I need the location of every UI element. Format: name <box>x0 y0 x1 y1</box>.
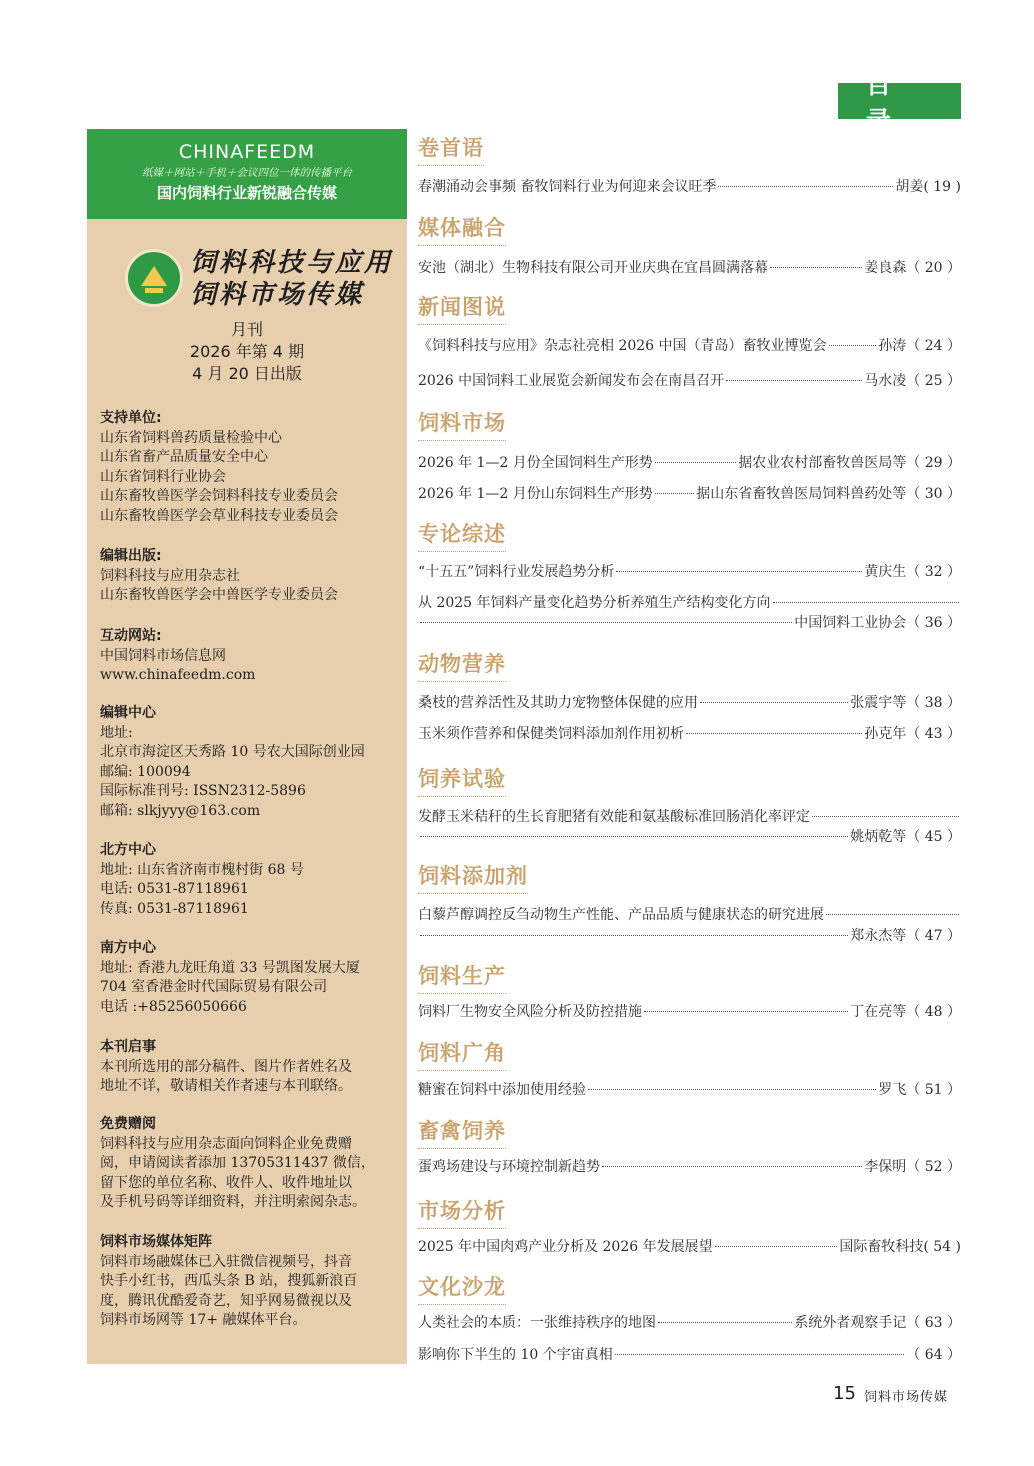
publisher-info <box>100 547 400 606</box>
info-line: 山东畜牧兽医学会饲料科技专业委员会 <box>100 488 338 505</box>
toc-entry-author: 系统外者观察手记（ 63 ） <box>794 1315 961 1331</box>
logo-line-1: 饲料科技与应用 <box>190 248 394 278</box>
toc-entry-title: “十五五”饲料行业发展趋势分析 <box>418 564 615 580</box>
info-heading: 饲料市场媒体矩阵 <box>100 1234 212 1250</box>
info-heading: 编辑出版: <box>100 548 162 564</box>
info-line: 及手机号码等详细资料，并注明索阅杂志。 <box>100 1194 366 1211</box>
toc-entry-author: 胡姜( 19 ) <box>895 179 961 195</box>
section-title: 媒体融合 <box>418 212 506 246</box>
footer-publication-name: 饲料市场传媒 <box>864 1390 949 1405</box>
info-line: 邮箱: slkjyyy@163.com <box>100 802 261 819</box>
leader-dots <box>644 1011 848 1012</box>
info-line: 阅，申请阅读者添加 13705311437 微信， <box>100 1155 375 1172</box>
section-title: 饲养试验 <box>418 763 506 797</box>
leader-dots <box>718 186 893 187</box>
notice <box>100 1038 400 1097</box>
info-line: 饲料市场融媒体已入驻微信视频号，抖音 <box>100 1253 352 1270</box>
brand-slogan: 纸媒＋网站＋手机＋会议四位一体的传播平台 <box>142 167 352 179</box>
toc-entry-author: 中国饲料工业协会（ 36 ） <box>794 615 961 631</box>
section-title: 市场分析 <box>418 1195 506 1229</box>
info-line: 中国饲料市场信息网 <box>100 647 226 664</box>
info-line: 山东畜牧兽医学会草业科技专业委员会 <box>100 507 338 524</box>
toc-entry[interactable] <box>418 1346 961 1364</box>
magazine-seal-icon <box>125 249 183 307</box>
toc-entry[interactable] <box>418 808 961 826</box>
info-line: 本刊所选用的部分稿件、图片作者姓名及 <box>100 1058 352 1075</box>
toc-entry[interactable] <box>418 337 961 355</box>
toc-entry-title: 2026 年 1—2 月份山东饲料生产形势 <box>418 486 653 502</box>
issue-info <box>87 319 407 385</box>
info-line: 度，腾讯优酷爱奇艺，知乎网易微视以及 <box>100 1292 352 1309</box>
section-title: 文化沙龙 <box>418 1271 506 1305</box>
toc-entry-author: 据山东省畜牧兽医局饲料兽药处等（ 30 ） <box>696 486 961 502</box>
toc-entry-title: 春潮涌动会事频 畜牧饲料行业为何迎来会议旺季 <box>418 179 717 195</box>
issue-date: 4 月 20 日出版 <box>192 364 302 383</box>
masthead-column <box>87 129 407 1364</box>
leader-dots <box>658 1322 792 1323</box>
info-line: www.chinafeedm.com <box>100 667 256 684</box>
leader-dots <box>773 602 959 603</box>
brand-band <box>87 129 407 219</box>
toc-entry-author: 孙涛（ 24 ） <box>878 338 961 354</box>
support-units <box>100 409 400 527</box>
info-line: 山东省畜产品质量安全中心 <box>100 449 268 466</box>
section-title: 动物营养 <box>418 648 506 682</box>
info-line: 山东畜牧兽医学会中兽医学专业委员会 <box>100 587 338 604</box>
toc-entry-author: 丁在亮等（ 48 ） <box>850 1004 961 1020</box>
leader-dots <box>615 1354 905 1355</box>
toc-entry-title: 安池（湖北）生物科技有限公司开业庆典在宜昌圆满落幕 <box>418 260 768 276</box>
toc-entry-author: 姜良森（ 20 ） <box>864 260 961 276</box>
leader-dots <box>602 1166 862 1167</box>
toc-entry-title: 《饲料科技与应用》杂志社亮相 2026 中国（青岛）畜牧业博览会 <box>418 338 827 354</box>
leader-dots <box>715 1246 838 1247</box>
page-number: 15 <box>833 1383 856 1404</box>
toc-entry[interactable] <box>418 725 961 743</box>
leader-dots <box>588 1089 876 1090</box>
toc-entry-continuation <box>418 927 961 945</box>
info-line: 饲料科技与应用杂志面向饲料企业免费赠 <box>100 1135 352 1152</box>
leader-dots <box>770 267 862 268</box>
section-title: 饲料添加剂 <box>418 860 528 894</box>
leader-dots <box>726 380 862 381</box>
leader-dots <box>420 622 792 623</box>
toc-entry[interactable] <box>418 1158 961 1176</box>
toc-entry-author: 孙克年（ 43 ） <box>864 726 961 742</box>
toc-entry-title: 饲料厂生物安全风险分析及防控措施 <box>418 1004 642 1020</box>
brand-tagline: 国内饲料行业新锐融合传媒 <box>156 184 337 202</box>
toc-entry-title: 影响你下半生的 10 个宇宙真相 <box>418 1347 613 1363</box>
toc-entry[interactable] <box>418 372 961 390</box>
leader-dots <box>420 836 848 837</box>
leader-dots <box>829 345 877 346</box>
brand-name: CHINAFEEDM <box>178 141 316 163</box>
toc-entry-author: 郑永杰等（ 47 ） <box>850 928 961 944</box>
toc-entry[interactable] <box>418 178 961 196</box>
info-line: 地址: 香港九龙旺角道 33 号凯图发展大厦 <box>100 959 360 976</box>
leader-dots <box>655 462 736 463</box>
info-line: 山东省饲料行业协会 <box>100 468 226 485</box>
toc-badge: 目 录 <box>838 83 961 119</box>
info-line: 传真: 0531-87118961 <box>100 900 249 917</box>
leader-dots <box>420 935 848 936</box>
info-heading: 北方中心 <box>100 842 156 858</box>
toc-entry-author: 马水凌（ 25 ） <box>864 373 961 389</box>
toc-entry-title: 2025 年中国肉鸡产业分析及 2026 年发展展望 <box>418 1239 713 1255</box>
section-title: 饲料市场 <box>418 407 506 441</box>
free-subscription <box>100 1115 400 1213</box>
toc-entry-continuation <box>418 614 961 632</box>
toc-entry-author: 黄庆生（ 32 ） <box>864 564 961 580</box>
info-line: 704 室香港金时代国际贸易有限公司 <box>100 979 328 996</box>
info-line: 国际标准刊号: ISSN2312-5896 <box>100 783 306 800</box>
info-line: 山东省饲料兽药质量检验中心 <box>100 429 282 446</box>
section-title: 卷首语 <box>418 132 484 166</box>
toc-entry-title: 2026 中国饲料工业展览会新闻发布会在南昌召开 <box>418 373 725 389</box>
info-line: 邮编: 100094 <box>100 763 191 780</box>
toc-entry-author: 国际畜牧科技( 54 ) <box>839 1239 961 1255</box>
north-center <box>100 841 400 919</box>
info-line: 留下您的单位名称、收件人、收件地址以 <box>100 1174 352 1191</box>
toc-entry-title: 发酵玉米秸秆的生长育肥猪有效能和氨基酸标准回肠消化率评定 <box>418 809 810 825</box>
toc-entry-author: 据农业农村部畜牧兽医局等（ 29 ） <box>738 455 961 471</box>
toc-entry[interactable] <box>418 563 961 581</box>
toc-entry-author: 姚炳乾等（ 45 ） <box>850 829 961 845</box>
south-center <box>100 939 400 1017</box>
logo-row <box>87 237 407 327</box>
toc-entry-title: 人类社会的本质：一张维持秩序的地图 <box>418 1315 656 1331</box>
info-line: 快手小红书，西瓜头条 B 站，搜狐新浪百 <box>100 1273 358 1290</box>
toc-entry-title: 2026 年 1—2 月份全国饲料生产形势 <box>418 455 653 471</box>
info-line: 饲料科技与应用杂志社 <box>100 567 240 584</box>
toc-entry-author: 李保明（ 52 ） <box>864 1159 961 1175</box>
toc-entry-title: 从 2025 年饲料产量变化趋势分析养殖生产结构变化方向 <box>418 595 771 611</box>
info-line: 地址: 山东省济南市槐村街 68 号 <box>100 861 304 878</box>
toc-entry-title: 白藜芦醇调控反刍动物生产性能、产品品质与健康状态的研究进展 <box>418 907 824 923</box>
editorial-center <box>100 704 400 822</box>
toc-entry[interactable] <box>418 694 961 712</box>
section-title: 饲料广角 <box>418 1037 506 1071</box>
info-heading: 支持单位: <box>100 410 162 426</box>
toc-entry-author: （ 64 ） <box>906 1347 961 1363</box>
section-title: 新闻图说 <box>418 291 506 325</box>
toc-entry-author: 张震宇等（ 38 ） <box>850 695 961 711</box>
info-line: 电话 :+85256050666 <box>100 998 247 1015</box>
leader-dots <box>700 702 848 703</box>
toc-entry[interactable] <box>418 1081 961 1099</box>
toc-entry[interactable] <box>418 594 961 612</box>
website-info <box>100 627 400 686</box>
toc-entry[interactable] <box>418 906 961 924</box>
leader-dots <box>655 493 694 494</box>
info-heading: 本刊启事 <box>100 1039 156 1055</box>
toc-entry-title: 蛋鸡场建设与环境控制新趋势 <box>418 1159 600 1175</box>
info-line: 地址不详，敬请相关作者速与本刊联络。 <box>100 1078 352 1095</box>
logo-text <box>190 247 393 311</box>
info-heading: 南方中心 <box>100 940 156 956</box>
info-line: 地址: <box>100 724 133 741</box>
toc-entry[interactable] <box>418 454 961 472</box>
toc-entry[interactable] <box>418 1314 961 1332</box>
issue-number: 2026 年第 4 期 <box>189 342 305 361</box>
toc-entry[interactable] <box>418 1238 961 1256</box>
toc-entry-title: 玉米须作营养和保健类饲料添加剂作用初析 <box>418 726 684 742</box>
issue-frequency: 月刊 <box>230 320 263 339</box>
info-heading: 互动网站: <box>100 628 162 644</box>
leader-dots <box>812 816 959 817</box>
toc-entry-continuation <box>418 828 961 846</box>
info-line: 饲料市场网等 17+ 融媒体平台。 <box>100 1312 307 1329</box>
info-heading: 免费赠阅 <box>100 1116 156 1132</box>
toc-entry[interactable] <box>418 259 961 277</box>
info-line: 北京市海淀区天秀路 10 号农大国际创业园 <box>100 744 365 761</box>
section-title: 畜禽饲养 <box>418 1115 506 1149</box>
toc-entry[interactable] <box>418 1003 961 1021</box>
section-title: 专论综述 <box>418 518 506 552</box>
toc-entry[interactable] <box>418 485 961 503</box>
leader-dots <box>616 571 862 572</box>
leader-dots <box>826 914 959 915</box>
toc-entry-title: 糖蜜在饲料中添加使用经验 <box>418 1082 586 1098</box>
toc-entry-author: 罗飞（ 51 ） <box>878 1082 961 1098</box>
info-line: 电话: 0531-87118961 <box>100 881 249 898</box>
leader-dots <box>686 733 862 734</box>
info-heading: 编辑中心 <box>100 705 156 721</box>
media-matrix <box>100 1233 400 1331</box>
section-title: 饲料生产 <box>418 960 506 994</box>
toc-entry-title: 桑枝的营养活性及其助力宠物整体保健的应用 <box>418 695 698 711</box>
logo-line-2: 饲料市场传媒 <box>190 280 365 310</box>
